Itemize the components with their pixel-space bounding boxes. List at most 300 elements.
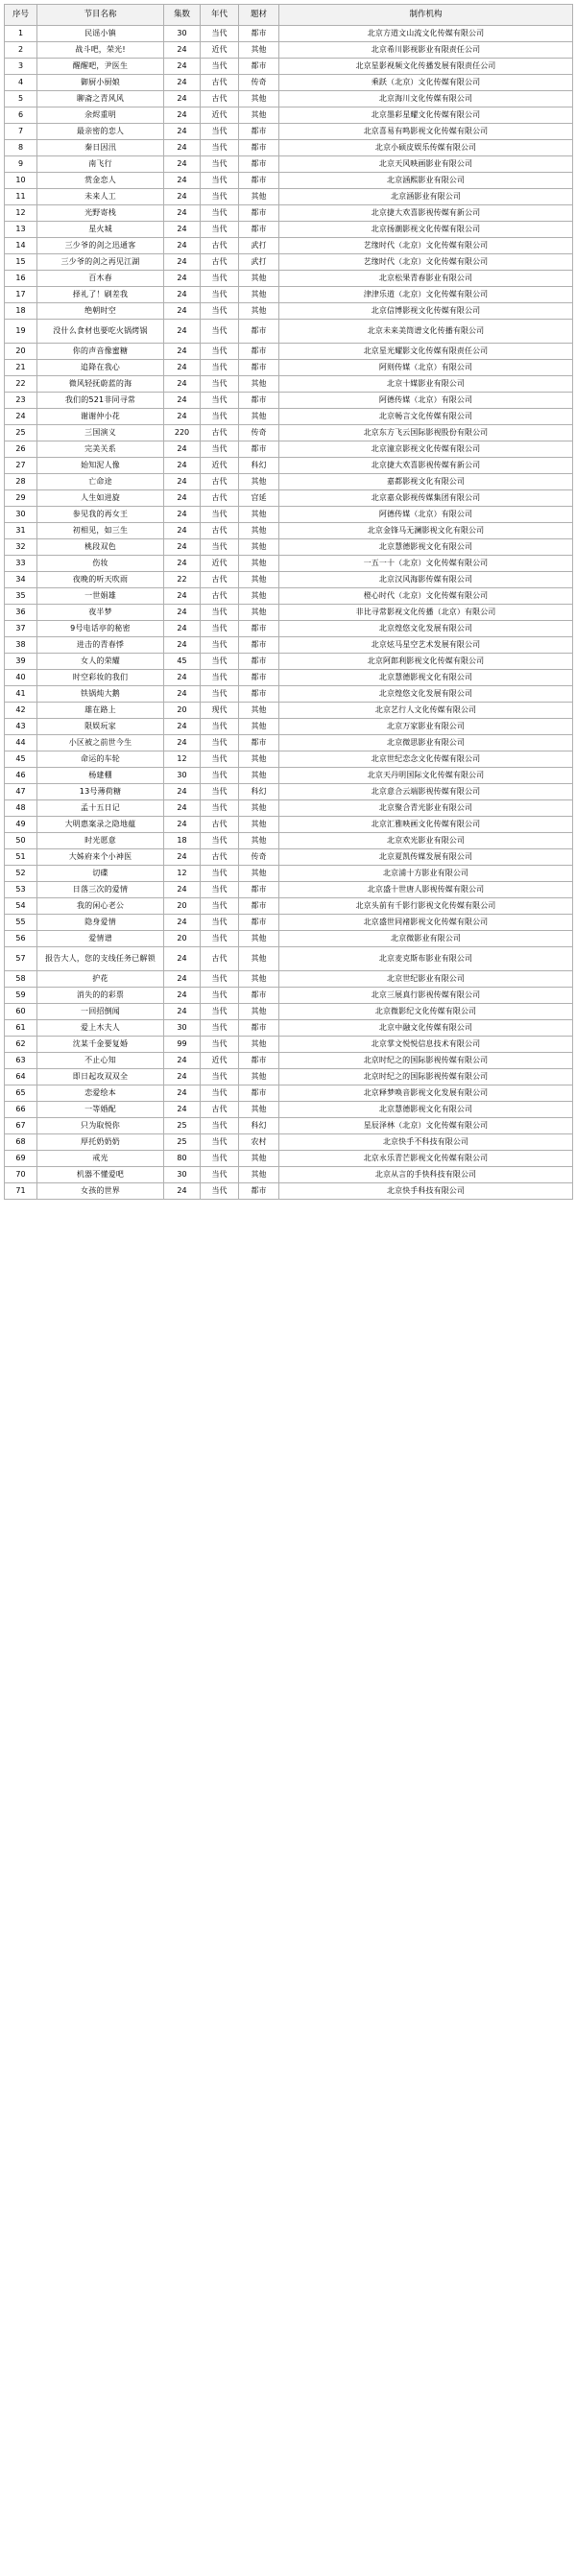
cell-episodes: 24 [164, 270, 201, 286]
cell-era: 近代 [201, 41, 239, 58]
cell-index: 67 [5, 1117, 37, 1133]
cell-genre: 都市 [239, 1052, 279, 1068]
cell-episodes: 24 [164, 253, 201, 270]
table-row [5, 90, 573, 107]
cell-index: 30 [5, 506, 37, 522]
cell-organization: 北京万家影业有限公司 [279, 718, 573, 734]
cell-episodes: 24 [164, 1068, 201, 1085]
table-row [5, 718, 573, 734]
cell-episodes: 24 [164, 408, 201, 424]
cell-title: 一世娟雄 [37, 587, 164, 604]
cell-genre: 宫延 [239, 489, 279, 506]
cell-title: 三少爷的剑之迅通客 [37, 237, 164, 253]
cell-index: 55 [5, 914, 37, 930]
cell-genre: 其他 [239, 946, 279, 970]
cell-index: 54 [5, 897, 37, 914]
cell-genre: 其他 [239, 555, 279, 571]
cell-organization: 北京嘉众影视传媒集团有限公司 [279, 489, 573, 506]
cell-title: 9号电话亭的秘密 [37, 620, 164, 636]
table-row [5, 424, 573, 441]
cell-title: 民谣小镇 [37, 25, 164, 41]
cell-title: 女孩的世界 [37, 1182, 164, 1199]
cell-era: 当代 [201, 343, 239, 359]
table-row [5, 172, 573, 188]
cell-organization: 北京盛世同褚影视文化传媒有限公司 [279, 914, 573, 930]
cell-organization: 北京释梦唤音影视文化发展有限公司 [279, 1085, 573, 1101]
cell-era: 当代 [201, 832, 239, 848]
cell-index: 17 [5, 286, 37, 302]
cell-era: 当代 [201, 25, 239, 41]
cell-title: 御厨小厨娘 [37, 74, 164, 90]
cell-organization: 北京煌悠文化发展有限公司 [279, 620, 573, 636]
cell-era: 当代 [201, 1117, 239, 1133]
cell-index: 32 [5, 538, 37, 555]
table-row [5, 816, 573, 832]
table-row [5, 489, 573, 506]
cell-genre: 武打 [239, 237, 279, 253]
cell-title: 即日起攻双双全 [37, 1068, 164, 1085]
cell-episodes: 24 [164, 237, 201, 253]
cell-genre: 其他 [239, 604, 279, 620]
cell-episodes: 30 [164, 1019, 201, 1036]
column-header-title: 节目名称 [37, 5, 164, 26]
cell-episodes: 24 [164, 685, 201, 702]
cell-title: 爱情谱 [37, 930, 164, 946]
cell-episodes: 24 [164, 204, 201, 221]
cell-title: 大姊府来个小神医 [37, 848, 164, 865]
cell-genre: 都市 [239, 685, 279, 702]
table-row [5, 1101, 573, 1117]
cell-title: 一回招倒闻 [37, 1003, 164, 1019]
cell-episodes: 24 [164, 359, 201, 375]
cell-genre: 其他 [239, 930, 279, 946]
cell-genre: 其他 [239, 1166, 279, 1182]
cell-organization: 北京扬潮影视文化传媒有限公司 [279, 221, 573, 237]
table-row [5, 1052, 573, 1068]
cell-title: 光野寄栈 [37, 204, 164, 221]
cell-title: 南飞行 [37, 155, 164, 172]
cell-title: 女人的荣耀 [37, 653, 164, 669]
cell-title: 时光愿意 [37, 832, 164, 848]
cell-organization: 北京十媒影业有限公司 [279, 375, 573, 392]
table-row [5, 970, 573, 987]
cell-genre: 都市 [239, 653, 279, 669]
cell-title: 你的声音像蜜糖 [37, 343, 164, 359]
cell-index: 39 [5, 653, 37, 669]
cell-organization: 北京阿郎利影视文化传媒有限公司 [279, 653, 573, 669]
cell-organization: 阿德传媒（北京）有限公司 [279, 506, 573, 522]
cell-genre: 科幻 [239, 457, 279, 473]
cell-genre: 科幻 [239, 783, 279, 799]
cell-genre: 都市 [239, 319, 279, 343]
table-row [5, 897, 573, 914]
cell-title: 戒光 [37, 1150, 164, 1166]
cell-index: 62 [5, 1036, 37, 1052]
table-row [5, 1085, 573, 1101]
cell-index: 8 [5, 139, 37, 155]
cell-index: 13 [5, 221, 37, 237]
cell-title: 我的闲心老公 [37, 897, 164, 914]
cell-genre: 其他 [239, 522, 279, 538]
cell-genre: 传奇 [239, 848, 279, 865]
cell-genre: 其他 [239, 718, 279, 734]
cell-episodes: 24 [164, 734, 201, 751]
cell-organization: 北京涵影业有限公司 [279, 188, 573, 204]
cell-era: 当代 [201, 302, 239, 319]
cell-index: 49 [5, 816, 37, 832]
cell-era: 当代 [201, 783, 239, 799]
cell-title: 未来人工 [37, 188, 164, 204]
cell-episodes: 25 [164, 1117, 201, 1133]
cell-episodes: 24 [164, 221, 201, 237]
cell-episodes: 24 [164, 302, 201, 319]
cell-genre: 都市 [239, 204, 279, 221]
cell-organization: 北京欢光影业有限公司 [279, 832, 573, 848]
cell-genre: 其他 [239, 865, 279, 881]
cell-title: 我们的521非同寻常 [37, 392, 164, 408]
cell-era: 当代 [201, 1085, 239, 1101]
cell-index: 28 [5, 473, 37, 489]
cell-genre: 其他 [239, 375, 279, 392]
cell-era: 当代 [201, 155, 239, 172]
cell-index: 4 [5, 74, 37, 90]
cell-era: 当代 [201, 204, 239, 221]
cell-era: 古代 [201, 90, 239, 107]
cell-episodes: 24 [164, 343, 201, 359]
cell-organization: 北京喜易有鸣影视文化传媒有限公司 [279, 123, 573, 139]
table-row [5, 702, 573, 718]
cell-episodes: 24 [164, 58, 201, 74]
column-header-index: 序号 [5, 5, 37, 26]
cell-era: 古代 [201, 1101, 239, 1117]
cell-organization: 北京永乐青芒影视文化传媒有限公司 [279, 1150, 573, 1166]
cell-index: 34 [5, 571, 37, 587]
table-body [5, 25, 573, 1199]
cell-era: 当代 [201, 319, 239, 343]
cell-era: 当代 [201, 1166, 239, 1182]
cell-era: 当代 [201, 604, 239, 620]
cell-organization: 北京未来美筒谱文化传播有限公司 [279, 319, 573, 343]
cell-organization: 北京意合云端影视传媒有限公司 [279, 783, 573, 799]
cell-episodes: 24 [164, 441, 201, 457]
cell-index: 59 [5, 987, 37, 1003]
cell-index: 57 [5, 946, 37, 970]
cell-era: 当代 [201, 620, 239, 636]
table-row [5, 653, 573, 669]
cell-episodes: 20 [164, 897, 201, 914]
cell-title: 三国演义 [37, 424, 164, 441]
cell-title: 人生如进旋 [37, 489, 164, 506]
cell-title: 亡命途 [37, 473, 164, 489]
cell-index: 35 [5, 587, 37, 604]
table-row [5, 522, 573, 538]
cell-genre: 其他 [239, 538, 279, 555]
cell-genre: 武打 [239, 253, 279, 270]
table-row [5, 555, 573, 571]
cell-episodes: 24 [164, 123, 201, 139]
cell-episodes: 99 [164, 1036, 201, 1052]
cell-genre: 其他 [239, 270, 279, 286]
table-row [5, 204, 573, 221]
cell-title: 伤妆 [37, 555, 164, 571]
table-row [5, 734, 573, 751]
cell-episodes: 24 [164, 816, 201, 832]
table-row [5, 155, 573, 172]
cell-organization: 北京快手科技有限公司 [279, 1182, 573, 1199]
table-row [5, 685, 573, 702]
cell-title: 杨建棚 [37, 767, 164, 783]
cell-episodes: 24 [164, 669, 201, 685]
cell-organization: 北京从言的手快科技有限公司 [279, 1166, 573, 1182]
cell-episodes: 24 [164, 783, 201, 799]
cell-title: 参见我的再女王 [37, 506, 164, 522]
cell-era: 当代 [201, 799, 239, 816]
cell-index: 23 [5, 392, 37, 408]
cell-title: 护花 [37, 970, 164, 987]
cell-era: 当代 [201, 734, 239, 751]
table-row [5, 1036, 573, 1052]
cell-episodes: 24 [164, 987, 201, 1003]
cell-index: 58 [5, 970, 37, 987]
cell-episodes: 24 [164, 188, 201, 204]
cell-title: 限娱玩家 [37, 718, 164, 734]
cell-era: 当代 [201, 930, 239, 946]
cell-title: 只为取悦你 [37, 1117, 164, 1133]
cell-title: 追降在我心 [37, 359, 164, 375]
cell-index: 60 [5, 1003, 37, 1019]
cell-organization: 北京时纪之的国际影视传媒有限公司 [279, 1052, 573, 1068]
cell-title: 进击的青春悸 [37, 636, 164, 653]
cell-genre: 其他 [239, 90, 279, 107]
cell-era: 古代 [201, 522, 239, 538]
cell-title: 星火城 [37, 221, 164, 237]
cell-genre: 其他 [239, 832, 279, 848]
cell-index: 24 [5, 408, 37, 424]
cell-organization: 北京浦十方影业有限公司 [279, 865, 573, 881]
table-row [5, 751, 573, 767]
cell-organization: 北京天风映画影业有限公司 [279, 155, 573, 172]
cell-genre: 其他 [239, 41, 279, 58]
cell-era: 近代 [201, 555, 239, 571]
cell-index: 37 [5, 620, 37, 636]
cell-organization: 乘跃（北京）文化传媒有限公司 [279, 74, 573, 90]
cell-index: 50 [5, 832, 37, 848]
cell-era: 古代 [201, 571, 239, 587]
cell-episodes: 24 [164, 319, 201, 343]
program-filing-table-sheet [0, 0, 576, 1207]
table-row [5, 457, 573, 473]
cell-title: 绝朝时空 [37, 302, 164, 319]
cell-title: 最亲密的恋人 [37, 123, 164, 139]
cell-title: 桃段双色 [37, 538, 164, 555]
table-row [5, 832, 573, 848]
cell-organization: 北京慧德影视文化有限公司 [279, 538, 573, 555]
cell-index: 48 [5, 799, 37, 816]
table-row [5, 25, 573, 41]
cell-title: 始知泥人像 [37, 457, 164, 473]
cell-organization: 北京快手不科技有限公司 [279, 1133, 573, 1150]
column-header-genre: 题材 [239, 5, 279, 26]
cell-index: 6 [5, 107, 37, 123]
table-header-row [5, 5, 573, 26]
cell-index: 42 [5, 702, 37, 718]
table-row [5, 188, 573, 204]
cell-era: 当代 [201, 718, 239, 734]
cell-organization: 北京海川文化传媒有限公司 [279, 90, 573, 107]
cell-episodes: 24 [164, 506, 201, 522]
cell-organization: 北京慧德影视文化有限公司 [279, 669, 573, 685]
table-row [5, 41, 573, 58]
cell-organization: 北京掌文悦悦信息技术有限公司 [279, 1036, 573, 1052]
cell-index: 11 [5, 188, 37, 204]
cell-episodes: 25 [164, 1133, 201, 1150]
cell-genre: 科幻 [239, 1117, 279, 1133]
cell-era: 当代 [201, 881, 239, 897]
cell-genre: 都市 [239, 914, 279, 930]
cell-organization: 北京涵熙影业有限公司 [279, 172, 573, 188]
cell-organization: 北京信博影视文化传媒有限公司 [279, 302, 573, 319]
cell-genre: 其他 [239, 702, 279, 718]
cell-genre: 都市 [239, 123, 279, 139]
cell-organization: 北京慧德影视文化有限公司 [279, 1101, 573, 1117]
cell-index: 33 [5, 555, 37, 571]
cell-episodes: 24 [164, 90, 201, 107]
cell-index: 26 [5, 441, 37, 457]
cell-era: 当代 [201, 897, 239, 914]
cell-genre: 都市 [239, 58, 279, 74]
cell-index: 14 [5, 237, 37, 253]
cell-index: 19 [5, 319, 37, 343]
cell-index: 41 [5, 685, 37, 702]
cell-index: 7 [5, 123, 37, 139]
cell-episodes: 30 [164, 767, 201, 783]
table-row [5, 441, 573, 457]
cell-organization: 北京煌悠文化发展有限公司 [279, 685, 573, 702]
cell-title: 大明惠案录之隐地蕴 [37, 816, 164, 832]
cell-index: 12 [5, 204, 37, 221]
cell-era: 当代 [201, 375, 239, 392]
cell-episodes: 24 [164, 286, 201, 302]
cell-episodes: 24 [164, 107, 201, 123]
cell-genre: 其他 [239, 767, 279, 783]
table-row [5, 319, 573, 343]
cell-index: 44 [5, 734, 37, 751]
cell-organization: 北京方道文山流文化传媒有限公司 [279, 25, 573, 41]
cell-title: 战斗吧，荣光! [37, 41, 164, 58]
cell-index: 31 [5, 522, 37, 538]
cell-era: 近代 [201, 1052, 239, 1068]
table-row [5, 286, 573, 302]
cell-episodes: 24 [164, 799, 201, 816]
cell-index: 45 [5, 751, 37, 767]
cell-index: 21 [5, 359, 37, 375]
table-row [5, 783, 573, 799]
cell-organization: 一五一十（北京）文化传媒有限公司 [279, 555, 573, 571]
program-table [4, 4, 573, 1200]
cell-title: 醒醒吧，尹医生 [37, 58, 164, 74]
cell-index: 66 [5, 1101, 37, 1117]
cell-title: 秦日因汛 [37, 139, 164, 155]
cell-era: 当代 [201, 188, 239, 204]
cell-index: 51 [5, 848, 37, 865]
cell-organization: 北京三展真行影视传媒有限公司 [279, 987, 573, 1003]
cell-title: 聊斋之青风风 [37, 90, 164, 107]
cell-organization: 北京微影纪文化传媒有限公司 [279, 1003, 573, 1019]
cell-genre: 其他 [239, 587, 279, 604]
cell-index: 3 [5, 58, 37, 74]
cell-era: 当代 [201, 286, 239, 302]
table-row [5, 1182, 573, 1199]
cell-title: 赏金恋人 [37, 172, 164, 188]
table-row [5, 237, 573, 253]
cell-organization: 嘉都影视文化有限公司 [279, 473, 573, 489]
cell-era: 古代 [201, 587, 239, 604]
cell-genre: 其他 [239, 571, 279, 587]
cell-organization: 北京微思影业有限公司 [279, 734, 573, 751]
cell-organization: 北京中融文化传媒有限公司 [279, 1019, 573, 1036]
cell-index: 1 [5, 25, 37, 41]
cell-title: 夜晚的听天吹雨 [37, 571, 164, 587]
cell-era: 当代 [201, 408, 239, 424]
cell-era: 当代 [201, 1003, 239, 1019]
cell-index: 43 [5, 718, 37, 734]
cell-organization: 北京时纪之的国际影视传媒有限公司 [279, 1068, 573, 1085]
cell-index: 52 [5, 865, 37, 881]
table-row [5, 946, 573, 970]
cell-genre: 其他 [239, 1036, 279, 1052]
cell-organization: 北京天丹明国际文化传媒有限公司 [279, 767, 573, 783]
cell-genre: 都市 [239, 620, 279, 636]
cell-genre: 都市 [239, 441, 279, 457]
table-row [5, 1019, 573, 1036]
table-row [5, 375, 573, 392]
table-row [5, 620, 573, 636]
cell-genre: 都市 [239, 25, 279, 41]
cell-episodes: 24 [164, 587, 201, 604]
cell-organization: 北京微影业有限公司 [279, 930, 573, 946]
cell-era: 当代 [201, 865, 239, 881]
cell-episodes: 22 [164, 571, 201, 587]
cell-episodes: 24 [164, 604, 201, 620]
cell-era: 当代 [201, 767, 239, 783]
cell-genre: 其他 [239, 1068, 279, 1085]
cell-genre: 都市 [239, 1182, 279, 1199]
table-row [5, 1003, 573, 1019]
cell-episodes: 30 [164, 1166, 201, 1182]
cell-index: 5 [5, 90, 37, 107]
cell-genre: 都市 [239, 669, 279, 685]
table-row [5, 270, 573, 286]
cell-index: 27 [5, 457, 37, 473]
cell-genre: 其他 [239, 970, 279, 987]
cell-episodes: 24 [164, 155, 201, 172]
table-row [5, 669, 573, 685]
table-row [5, 343, 573, 359]
cell-organization: 北京希川影视影业有限责任公司 [279, 41, 573, 58]
cell-era: 古代 [201, 848, 239, 865]
cell-index: 15 [5, 253, 37, 270]
cell-genre: 都市 [239, 897, 279, 914]
table-row [5, 392, 573, 408]
cell-title: 机器不懂爱吧 [37, 1166, 164, 1182]
cell-genre: 其他 [239, 188, 279, 204]
cell-title: 余烬重明 [37, 107, 164, 123]
cell-title: 沈某千金要复婚 [37, 1036, 164, 1052]
cell-index: 46 [5, 767, 37, 783]
table-row [5, 74, 573, 90]
table-row [5, 930, 573, 946]
cell-index: 20 [5, 343, 37, 359]
